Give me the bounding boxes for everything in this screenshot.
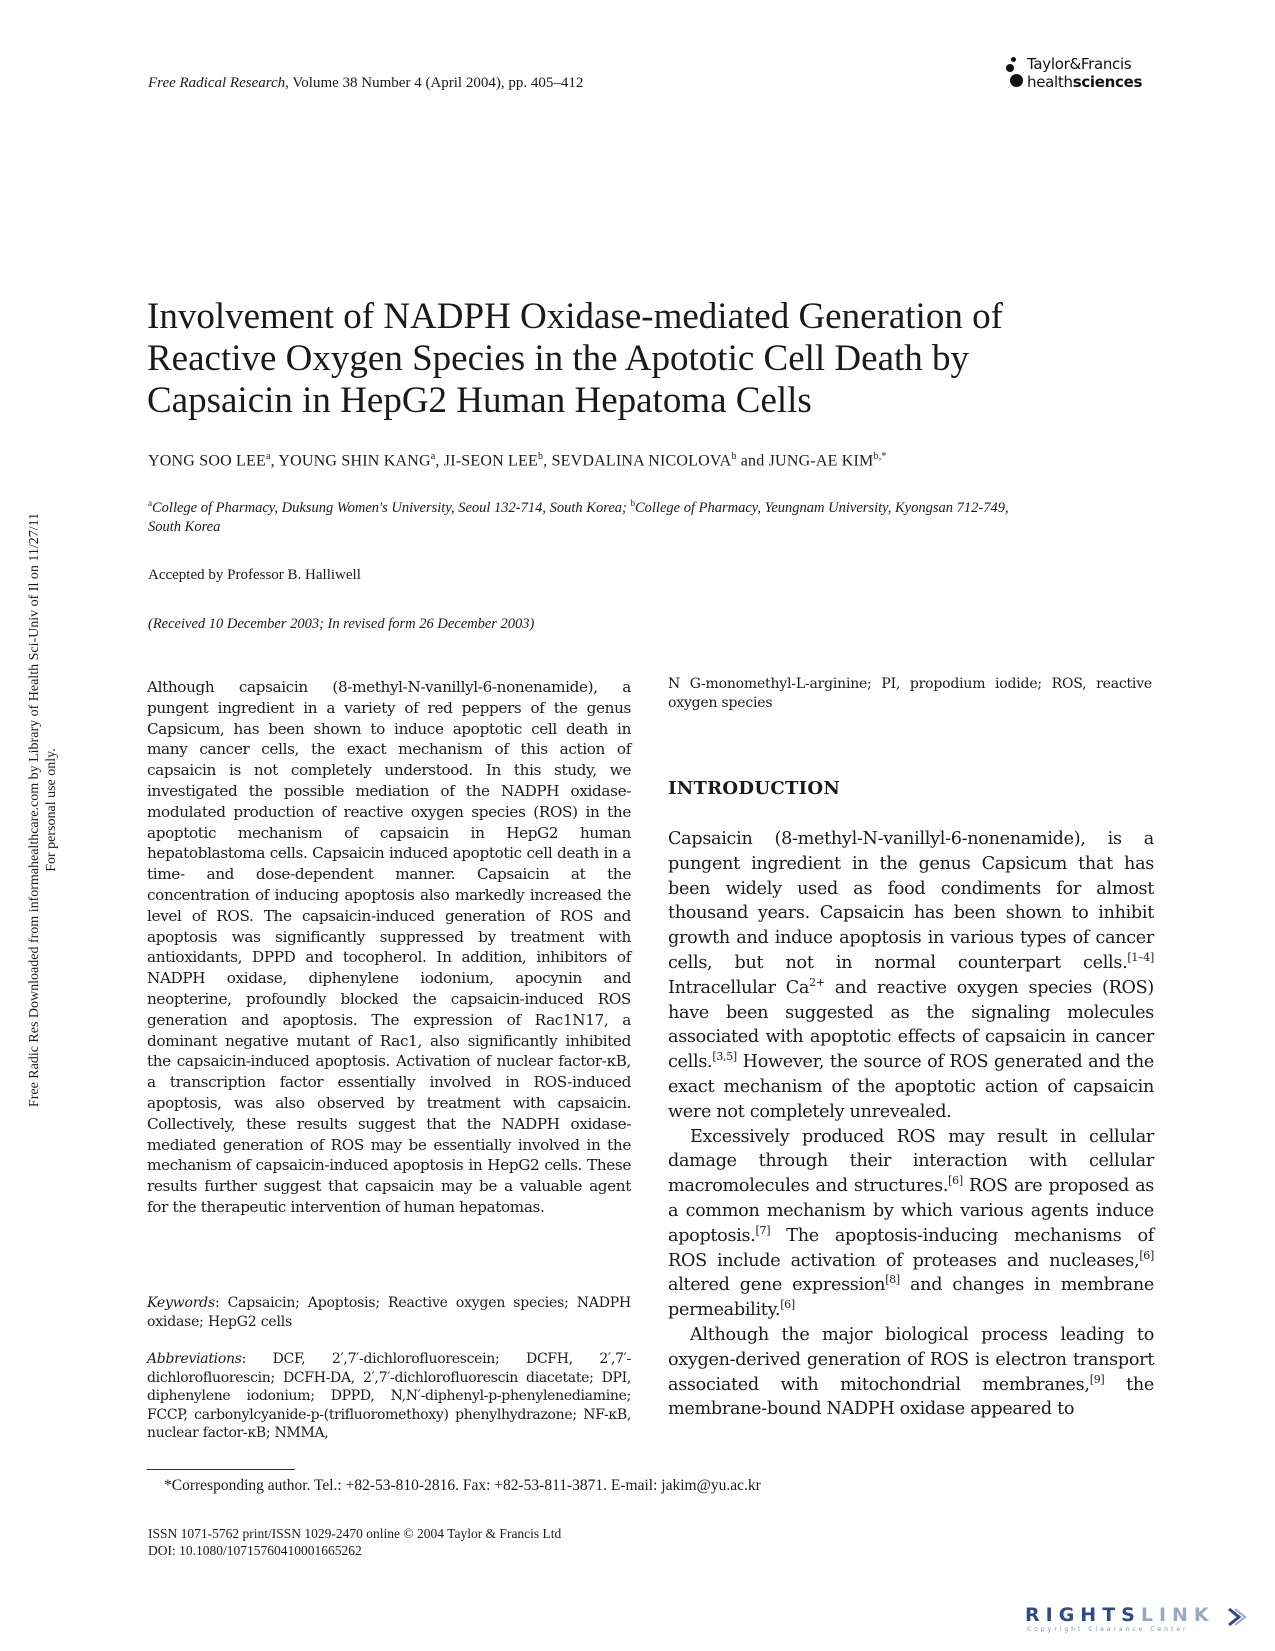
issn-line: ISSN 1071-5762 print/ISSN 1029-2470 online © 2004 Taylor & Francis Ltd [148, 1526, 562, 1541]
accepted-by: Accepted by Professor B. Halliwell [148, 567, 361, 583]
rightslink-wordmark: RIGHTSLINK [1025, 1604, 1215, 1626]
rightslink-logo[interactable] [1025, 1604, 1250, 1644]
logo-dot-icon [1010, 74, 1023, 87]
footnote-rule [147, 1469, 295, 1470]
journal-volume: , Volume 38 Number 4 (April 2004), pp. 405–412 [285, 75, 584, 91]
intro-paragraph: Although the major biological process leading to oxygen-derived generation of ROS is electron transport associated with mitochondrial membranes,[9] the membrane-bound NADPH oxidase appeared to [668, 1324, 1154, 1420]
journal-name: Free Radical Research [148, 75, 286, 91]
rightslink-chevron-icon [1225, 1606, 1247, 1628]
publisher-division: healthsciences [1027, 73, 1143, 91]
corresponding-author-footnote: *Corresponding author. Tel.: +82-53-810-2816. Fax: +82-53-811-3871. E-mail: jakim@yu.ac.kr [164, 1477, 761, 1494]
received-dates: (Received 10 December 2003; In revised form 26 December 2003) [148, 616, 535, 632]
intro-paragraph: Excessively produced ROS may result in cellular damage through their interaction with cellular macromolecules and structures.[6] ROS are proposed as a common mechanism by which various agents induce apoptosis.[7] The apoptosis-inducing mechanisms of ROS include activation of proteases and nucleases,[6] altered gene expression[8] and changes in membrane permeability.[6] [668, 1126, 1154, 1321]
intro-paragraph: Capsaicin (8-methyl-N-vanillyl-6-nonenamide), is a pungent ingredient in the genus Capsicum that has been widely used as food condiments for almost thousand years. Capsaicin has been shown to inhibit growth and induce apoptosis in various types of cancer cells, but not in normal counterpart cells.[1–4] Intracellular $Ca^{2+}$ and reactive oxygen species (ROS) have been suggested as the signaling molecules associated with apoptotic effects of capsaicin in cancer cells.[3,5] However, the source of ROS generated and the exact mechanism of the apoptotic action of capsaicin were not completely unrevealed. [668, 829, 1154, 1122]
logo-dot-icon [1006, 64, 1014, 72]
abbreviations: Abbreviations: DCF, 2′,7′-dichlorofluorescein; DCFH, 2′,7′-dichlorofluorescin; DCFH-DA, 2′,7′-dichlorofluorescin diacetate; DPI, diphenylene iodonium; DPPD, N,N′-diphenyl-p-phenylenediamine; FCCP, carbonylcyanide-p-(trifluoromethoxy) phenylhydrazone; NF-κB, nuclear factor-κB; NMMA, [147, 1351, 631, 1441]
author-list: YONG SOO LEE$^a$, YOUNG SHIN KANG$^a$, JI-SEON LEE$^b$, SEVDALINA NICOLOVA$^b$ and JUNG-AE $KIM^{b,*}$ [148, 451, 887, 470]
affiliations: $^a$College of Pharmacy, Duksung Women's University, Seoul 132-714, South Korea; $^b$College of Pharmacy, Yeungnam University, Kyongsan 712-749, South Korea [148, 498, 1009, 535]
abstract-text: Although capsaicin (8-methyl-N-vanillyl-6-nonenamide), a pungent ingredient in a variety of red peppers of the genus Capsicum, has been shown to induce apoptotic cell death in many cancer cells, the exact mechanism of this action of capsaicin is not completely understood. In this study, we investigated the possible mediation of the NADPH oxidase-modulated production of reactive oxygen species (ROS) in the apoptotic mechanism of capsaicin in HepG2 human hepatoblastoma cells. Capsaicin induced apoptotic cell death in a time- and dose-dependent manner. Capsaicin at the concentration of inducing apoptosis also markedly increased the level of ROS. The capsaicin-induced generation of ROS and apoptosis was significantly suppressed by treatment with antioxidants, DPPD and tocopherol. In addition, inhibitors of NADPH oxidase, diphenylene iodonium, apocynin and neopterine, profoundly blocked the capsaicin-induced ROS generation and apoptosis. The expression of Rac1N17, a dominant negative mutant of Rac1, also significantly inhibited the capsaicin-induced apoptosis. Activation of nuclear factor-κB, a transcription factor essentially involved in ROS-induced apoptosis, was also observed by treatment with capsaicin. Collectively, these results suggest that the NADPH oxidase-mediated generation of ROS may be essentially involved in the mechanism of capsaicin-induced apoptosis in HepG2 cells. These results further suggest that capsaicin may be a valuable agent for the therapeutic intervention of human hepatomas. [147, 678, 631, 1216]
journal-citation [148, 75, 583, 92]
issn-doi-block [148, 1525, 561, 1559]
abstract [147, 677, 631, 1218]
publisher-logo [1005, 55, 1155, 97]
download-watermark: Free Radic Res Downloaded from informahealthcare.com by Library of Health Sci-Univ of Il on 11/27/11 For personal use only. [27, 512, 59, 1108]
abbreviations-continued: N G-monomethyl-L-arginine; PI, propodium iodide; ROS, reactive oxygen species [668, 676, 1152, 711]
article-title: Involvement of NADPH Oxidase-mediated Generation of Reactive Oxygen Species in the Apototic Cell Death by Capsaicin in HepG2 Human Hepatoma Cells [147, 296, 1003, 421]
keywords: Keywords: Capsaicin; Apoptosis; Reactive oxygen species; NADPH oxidase; HepG2 cells [147, 1295, 631, 1330]
logo-dot-icon [1011, 57, 1016, 62]
doi-line: DOI: 10.1080/10715760410001665262 [148, 1543, 362, 1558]
rightslink-tagline: Copyright Clearance Center [1027, 1626, 1189, 1633]
introduction-body [668, 827, 1154, 1422]
section-heading-introduction: INTRODUCTION [668, 778, 841, 799]
publisher-name: Taylor&Francis [1027, 55, 1132, 73]
